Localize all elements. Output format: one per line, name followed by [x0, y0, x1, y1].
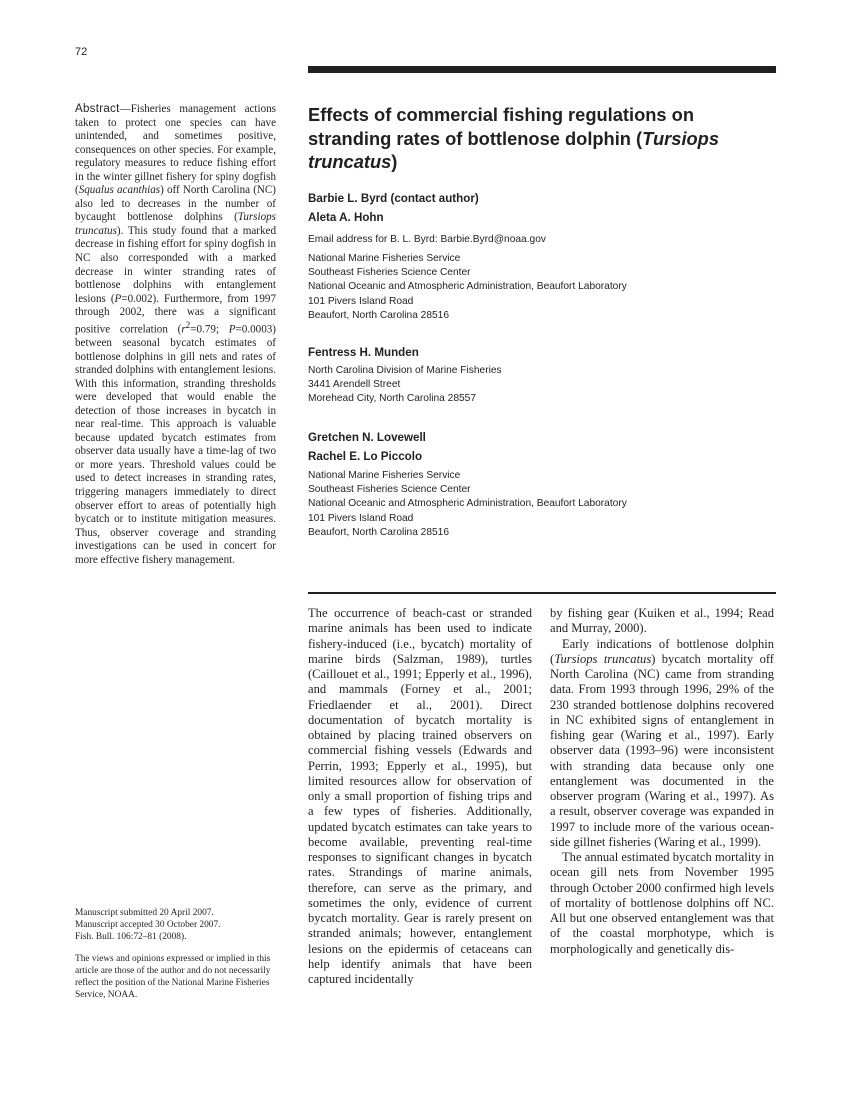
section-rule: [308, 592, 776, 594]
author-munden: Fentress H. Munden: [308, 346, 419, 359]
article-title: [308, 103, 748, 174]
affiliation-line: 101 Pivers Island Road: [308, 295, 414, 307]
abstract-italic-1: Squalus acanthias: [78, 184, 161, 197]
body-column-2: [550, 606, 774, 957]
affiliation-line: Beaufort, North Carolina 28516: [308, 526, 450, 538]
citation: Fish. Bull. 106:72–81 (2008).: [75, 932, 187, 942]
abstract-text-6: =0.0003) between seasonal bycatch estimates of bottlenose dolphins in gill nets and rates of stranded dolphins with entanglement lesions. With this information, stranding thresholds were developed that would enable the detection of those increases in bycatch in near real-time. This approach is valuable because updated bycatch estimates from observer data usually have a time-lag of two or more years. Threshold values could be used to detect increases in stranding rates, triggering managers immediately to direct observer effort to areas of potentially high bycatch or to institute mitigation measures. Thus, observer coverage and stranding investigations can be used in concert for more effective fishery management.: [75, 323, 277, 566]
abstract-italic-5: P: [228, 323, 236, 336]
affiliation-line: Beaufort, North Carolina 28516: [308, 309, 450, 321]
body-paragraph: [550, 637, 774, 851]
abstract-text-1: Fisheries management actions taken to protect one species can have unintended, and sometimes positive, consequences on other species. For example, regulatory measures to reduce fishing effort in the winter gillnet fishery for spiny dogfish (: [75, 103, 276, 197]
title-text: Effects of commercial fishing regulations on stranding rates of bottlenose dolphin (: [308, 104, 695, 149]
abstract-text-3: ). This study found that a marked decrease in fishing effort for spiny dogfish in NC also corresponded with a marked decrease in winter stranding rates of bottlenose dolphins with entanglement lesions (: [75, 224, 276, 305]
affiliation-line: Southeast Fisheries Science Center: [308, 267, 471, 279]
title-close: ): [391, 151, 398, 172]
title-italic: Tursiops truncatus: [308, 127, 720, 172]
author-byrd: Barbie L. Byrd (contact author): [308, 192, 479, 205]
submitted-date: Manuscript submitted 20 April 2007.: [75, 908, 214, 918]
affiliation-line: National Oceanic and Atmospheric Administration, Beaufort Laboratory: [308, 498, 627, 510]
author-hohn: Aleta A. Hohn: [308, 211, 384, 224]
abstract-text-2: ) off North Carolina (NC) also led to decreases in the number of bycaught bottlenose dolphins (: [75, 184, 276, 224]
abstract-italic-2: Tursiops truncatus: [75, 211, 276, 237]
affiliation-line: Morehead City, North Carolina 28557: [308, 393, 476, 405]
affiliation-line: 101 Pivers Island Road: [308, 512, 414, 524]
abstract-dash: —: [119, 103, 131, 115]
abstract-text-5: =0.79;: [190, 323, 229, 336]
contact-email: Email address for B. L. Byrd: Barbie.Byrd@noaa.gov: [308, 234, 546, 245]
affiliation-line: North Carolina Division of Marine Fisheries: [308, 365, 502, 376]
body-column-1: [308, 606, 532, 987]
abstract-sup: 2: [185, 320, 191, 331]
affiliation-line: National Oceanic and Atmospheric Administration, Beaufort Laboratory: [308, 281, 627, 293]
affiliation-line: National Marine Fisheries Service: [308, 470, 461, 481]
body-paragraph: by fishing gear (Kuiken et al., 1994; Read and Murray, 2000).: [550, 606, 774, 636]
body-paragraph: The occurrence of beach-cast or stranded marine animals has been used to indicate fishery-induced (i.e., bycatch) mortality of marine birds (Salzman, 1989), turtles (Caillouet et al., 1991; Epperly et al., 1996), and mammals (Forney et al., 2001; Friedlaender et al., 2001). Direct documentation of bycatch mortality is obtained by placing trained observers on commercial fishing vessels (Edwards and Perrin, 1993; Epperly et al., 1995), but limited resources allow for observation of only a small proportion of fishing trips and a few types of fisheries. Additionally, updated bycatch estimates can take years to become available, preventing real-time responses to significant changes in bycatch rates. Strandings of marine animals, therefore, can serve as the primary, and sometimes the only, evidence of current bycatch mortality. Gear is rarely present on stranded animals; however, entanglement lesions on the epidermis of cetaceans can help identify animals that have been captured incidentally: [308, 606, 532, 986]
page-number: 72: [75, 46, 88, 58]
disclaimer: The views and opinions expressed or implied in this article are those of the author and do not necessarily reflect the position of the National Marine Fisheries Service, NOAA.: [75, 954, 271, 1000]
body-italic: Tursiops truncatus: [554, 651, 652, 666]
abstract-text-4: =0.002). Furthermore, from 1997 through 2002, there was a significant positive correlation (: [75, 292, 276, 336]
abstract-italic-4: r: [181, 323, 186, 336]
affiliation-line: 3441 Arendell Street: [308, 379, 401, 391]
affiliation-1: [308, 252, 627, 323]
affiliation-line: Southeast Fisheries Science Center: [308, 484, 471, 496]
accepted-date: Manuscript accepted 30 October 2007.: [75, 920, 221, 930]
abstract-italic-3: P: [114, 292, 122, 305]
body-text: Early indications of bottlenose dolphin (: [550, 636, 774, 666]
affiliation-3: [308, 469, 627, 540]
abstract-label: Abstract: [75, 103, 120, 115]
footnotes: [75, 907, 276, 1011]
affiliation-line: National Marine Fisheries Service: [308, 253, 461, 264]
author-lopiccolo: Rachel E. Lo Piccolo: [308, 450, 423, 463]
top-rule: [308, 66, 776, 73]
body-text: ) bycatch mortality off North Carolina (NC) came from stranding data. From 1993 through 1996, 29% of the 230 stranded bottlenose dolphins recovered in NC exhibited signs of entanglement in fishing gear (Waring et al., 1997). Early observer data (1993–96) were inconsistent with stranding data because only one entanglement was documented in the observer program (Waring et al., 1997). As a result, observer coverage was expanded in 1997 to include more of the various ocean-side gillnet fisheries (Waring et al., 1999).: [550, 651, 774, 849]
author-lovewell: Gretchen N. Lovewell: [308, 431, 426, 444]
manuscript-note: [75, 907, 276, 943]
affiliation-2: [308, 364, 502, 407]
body-paragraph: The annual estimated bycatch mortality in ocean gill nets from November 1995 through October 2000 confirmed high levels of mortality of bottlenose dolphins off NC. All but one observed entanglement was that of the coastal morphotype, which is morphologically and genetically dis-: [550, 850, 774, 956]
abstract: [75, 103, 276, 567]
